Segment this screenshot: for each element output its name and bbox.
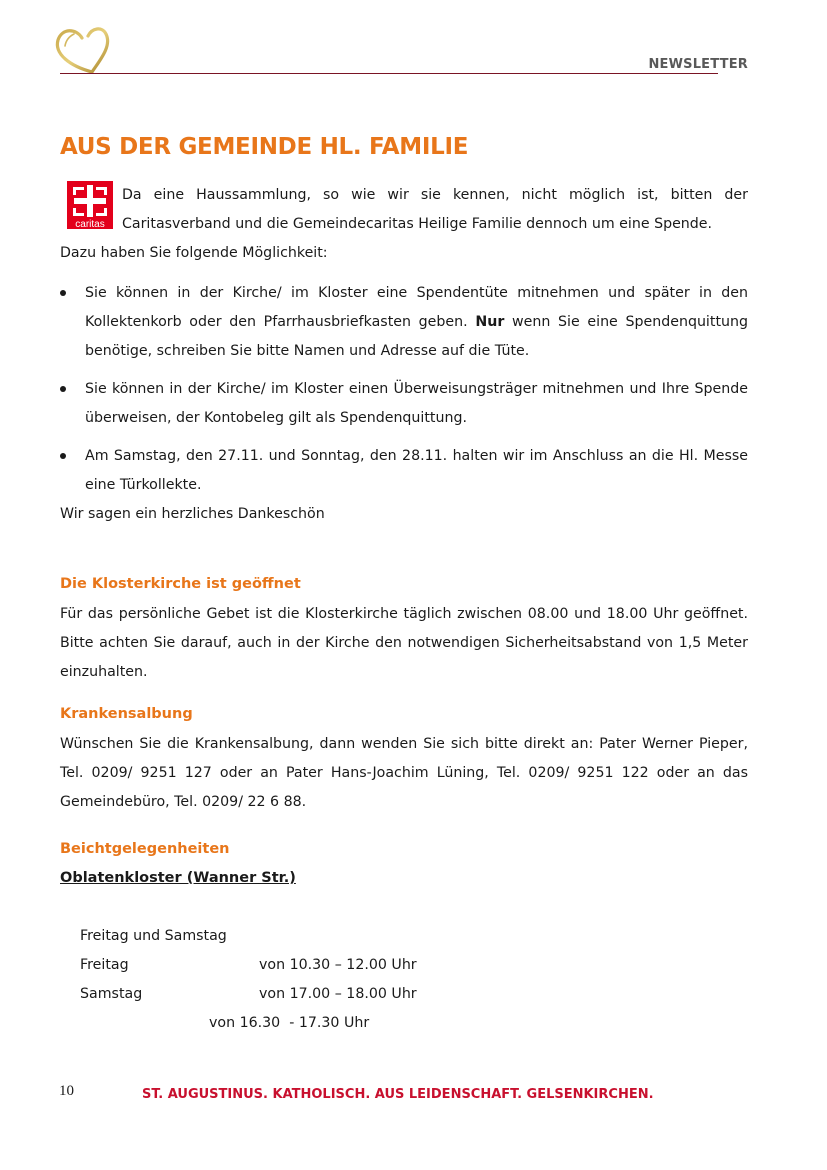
- schedule-day: Samstag: [80, 986, 143, 1002]
- list-item-text: Sie können in der Kirche/ im Kloster eine Spendentüte mitnehmen und später in den Kollektenkorb oder den Pfarrhausbriefkasten geben.: [85, 285, 748, 330]
- donation-options-list: [60, 279, 748, 500]
- list-item-emphasis: Nur: [475, 314, 505, 330]
- section-body-krankensalbung: Wünschen Sie die Krankensalbung, dann wenden Sie sich bitte direkt an: Pater Werner Pieper, Tel. 0209/ 9251 127 oder an Pater Hans-Joachim Lüning, Tel. 0209/ 9251 122 oder an das Gemeindebüro, Tel. 0209/ 22 6 88.: [60, 736, 748, 810]
- header-label: NEWSLETTER: [648, 57, 748, 72]
- list-item-text: Am Samstag, den 27.11. und Sonntag, den 28.11. halten wir im Anschluss an die Hl. Messe eine Türkollekte.: [85, 448, 748, 493]
- section-body-klosterkirche: Für das persönliche Gebet ist die Klosterkirche täglich zwischen 08.00 und 18.00 Uhr geöffnet. Bitte achten Sie darauf, auch in der Kirche den notwendigen Sicherheitsabstand von 1,5 Meter einzuhalten.: [60, 606, 748, 680]
- heart-icon: [52, 24, 112, 74]
- list-item: [60, 279, 748, 366]
- list-item-text: Sie können in der Kirche/ im Kloster einen Überweisungsträger mitnehmen und Ihre Spende überweisen, der Kontobeleg gilt als Spendenquittung.: [85, 381, 748, 426]
- page-number: 10: [59, 1083, 74, 1099]
- footer-slogan: ST. AUGUSTINUS. KATHOLISCH. AUS LEIDENSCHAFT. GELSENKIRCHEN.: [142, 1087, 654, 1102]
- list-item: [60, 375, 748, 433]
- list-item: [60, 442, 748, 500]
- schedule-day: Freitag: [80, 957, 129, 973]
- list-item-text: wenn Sie eine Spendenquittung benötige, schreiben Sie bitte Namen und Adresse auf die Tüte.: [85, 314, 748, 359]
- section-heading-confession: Beichtgelegenheiten: [60, 841, 230, 857]
- caritas-intro-2: Dazu haben Sie folgende Möglichkeit:: [60, 245, 328, 261]
- schedule-time: von 16.30 - 17.30 Uhr: [209, 1015, 370, 1031]
- caritas-logo-text: caritas: [75, 219, 105, 229]
- bullet-icon: [60, 290, 66, 296]
- schedule-time: von 10.30 – 12.00 Uhr: [259, 957, 417, 973]
- header-divider: [60, 73, 718, 74]
- thanks-text: Wir sagen ein herzliches Dankeschön: [60, 506, 325, 522]
- caritas-logo-icon: [67, 181, 113, 229]
- page-title: AUS DER GEMEINDE HL. FAMILIE: [60, 134, 469, 160]
- caritas-intro: Da eine Haussammlung, so wie wir sie kennen, nicht möglich ist, bitten der Caritasverband und die Gemeindecaritas Heilige Familie dennoch um eine Spende.: [122, 187, 748, 232]
- bullet-icon: [60, 453, 66, 459]
- schedule-time: von 17.00 – 18.00 Uhr: [259, 986, 417, 1002]
- bullet-icon: [60, 386, 66, 392]
- confession-location: Oblatenkloster (Wanner Str.): [60, 870, 296, 886]
- section-heading-krankensalbung: Krankensalbung: [60, 706, 193, 722]
- schedule-day: Freitag und Samstag: [80, 928, 227, 944]
- section-heading-klosterkirche: Die Klosterkirche ist geöffnet: [60, 576, 301, 592]
